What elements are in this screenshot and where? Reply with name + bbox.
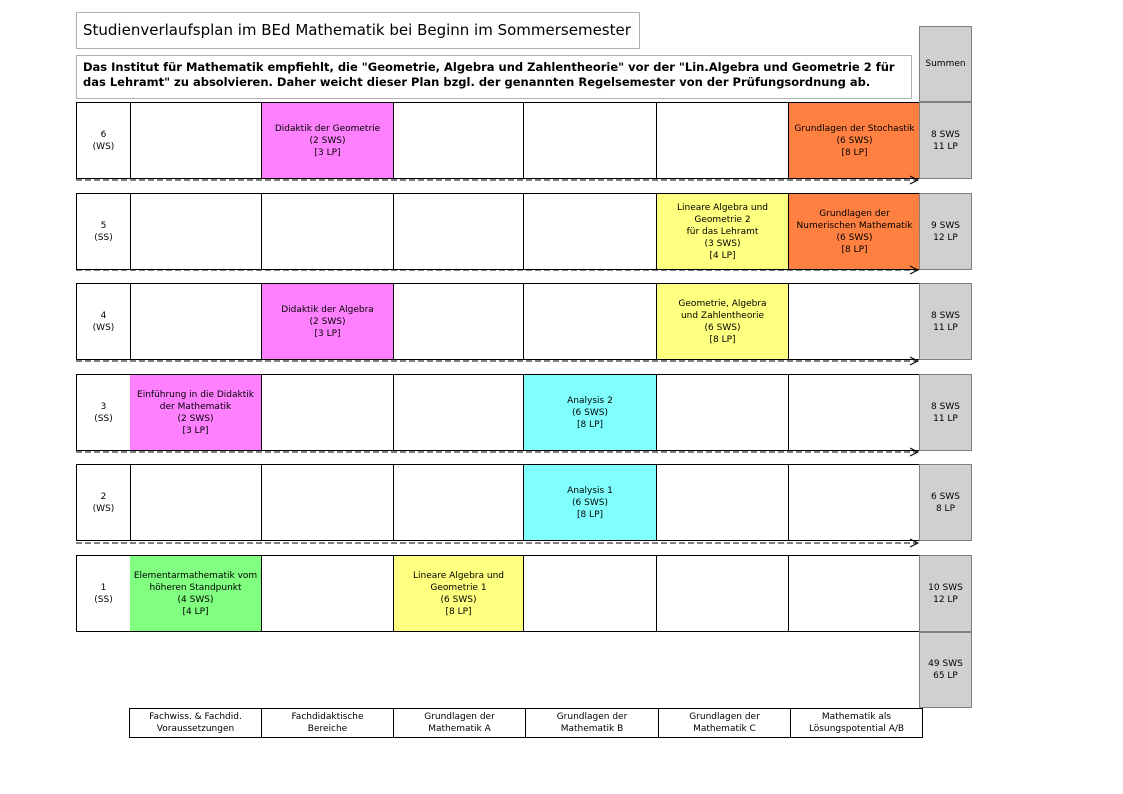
total-sum: 49 SWS 65 LP	[919, 632, 972, 708]
semester-row	[76, 555, 921, 632]
summen-header: Summen	[919, 26, 972, 102]
empty-cell	[789, 465, 920, 540]
course-cell: Lineare Algebra und Geometrie 2 für das Lehramt (3 SWS) [4 LP]	[657, 194, 789, 269]
semester-label: 2 (WS)	[77, 465, 131, 540]
dashed-arrow	[76, 265, 922, 275]
empty-cell	[262, 194, 394, 269]
empty-cell	[394, 194, 524, 269]
empty-cell	[394, 284, 524, 359]
empty-cell	[394, 375, 524, 450]
empty-cell	[130, 284, 262, 359]
semester-row	[76, 283, 921, 360]
empty-cell	[789, 375, 920, 450]
column-label: Fachwiss. & Fachdid. Voraussetzungen	[129, 708, 262, 738]
course-cell: Analysis 1 (6 SWS) [8 LP]	[524, 465, 657, 540]
dashed-arrow	[76, 356, 922, 366]
semester-label: 4 (WS)	[77, 284, 131, 359]
empty-cell	[394, 465, 524, 540]
column-label: Fachdidaktische Bereiche	[261, 708, 394, 738]
semester-sum: 8 SWS 11 LP	[919, 102, 972, 179]
empty-cell	[789, 284, 920, 359]
semester-sum: 8 SWS 11 LP	[919, 283, 972, 360]
course-cell: Lineare Algebra und Geometrie 1 (6 SWS) [8 LP]	[394, 556, 524, 631]
empty-cell	[130, 465, 262, 540]
course-cell: Didaktik der Geometrie (2 SWS) [3 LP]	[262, 103, 394, 178]
empty-cell	[524, 194, 657, 269]
course-cell: Analysis 2 (6 SWS) [8 LP]	[524, 375, 657, 450]
semester-sum: 6 SWS 8 LP	[919, 464, 972, 541]
semester-label: 1 (SS)	[77, 556, 131, 631]
column-label: Grundlagen der Mathematik B	[525, 708, 659, 738]
empty-cell	[524, 103, 657, 178]
page-title: Studienverlaufsplan im BEd Mathematik bei Beginn im Sommersemester	[76, 12, 640, 49]
semester-row	[76, 374, 921, 451]
empty-cell	[657, 375, 789, 450]
column-label: Mathematik als Lösungspotential A/B	[790, 708, 923, 738]
semester-sum: 8 SWS 11 LP	[919, 374, 972, 451]
empty-cell	[130, 194, 262, 269]
semester-label: 6 (WS)	[77, 103, 131, 178]
semester-row	[76, 193, 921, 270]
empty-cell	[657, 465, 789, 540]
empty-cell	[789, 556, 920, 631]
course-cell: Geometrie, Algebra und Zahlentheorie (6 SWS) [8 LP]	[657, 284, 789, 359]
semester-label: 5 (SS)	[77, 194, 131, 269]
course-cell: Elementarmathematik vom höheren Standpunkt (4 SWS) [4 LP]	[130, 556, 262, 631]
column-label: Grundlagen der Mathematik A	[393, 708, 526, 738]
semester-sum: 9 SWS 12 LP	[919, 193, 972, 270]
intro-note: Das Institut für Mathematik empfiehlt, die "Geometrie, Algebra und Zahlentheorie" vor der "Lin.Algebra und Geometrie 2 für das Lehramt" zu absolvieren. Daher weicht dieser Plan bzgl. der genannten Regelsemester von der Prüfungsordnung ab.	[76, 55, 912, 99]
dashed-arrow	[76, 447, 922, 457]
semester-row	[76, 102, 921, 179]
course-cell: Didaktik der Algebra (2 SWS) [3 LP]	[262, 284, 394, 359]
course-cell: Grundlagen der Stochastik (6 SWS) [8 LP]	[789, 103, 920, 178]
course-cell: Einführung in die Didaktik der Mathematik (2 SWS) [3 LP]	[130, 375, 262, 450]
empty-cell	[262, 375, 394, 450]
empty-cell	[657, 103, 789, 178]
empty-cell	[394, 103, 524, 178]
semester-label: 3 (SS)	[77, 375, 131, 450]
course-cell: Grundlagen der Numerischen Mathematik (6 SWS) [8 LP]	[789, 194, 920, 269]
column-label: Grundlagen der Mathematik C	[658, 708, 791, 738]
empty-cell	[524, 556, 657, 631]
dashed-arrow	[76, 538, 922, 548]
dashed-arrow	[76, 175, 922, 185]
empty-cell	[130, 103, 262, 178]
empty-cell	[262, 465, 394, 540]
semester-row	[76, 464, 921, 541]
empty-cell	[262, 556, 394, 631]
semester-sum: 10 SWS 12 LP	[919, 555, 972, 632]
empty-cell	[657, 556, 789, 631]
empty-cell	[524, 284, 657, 359]
